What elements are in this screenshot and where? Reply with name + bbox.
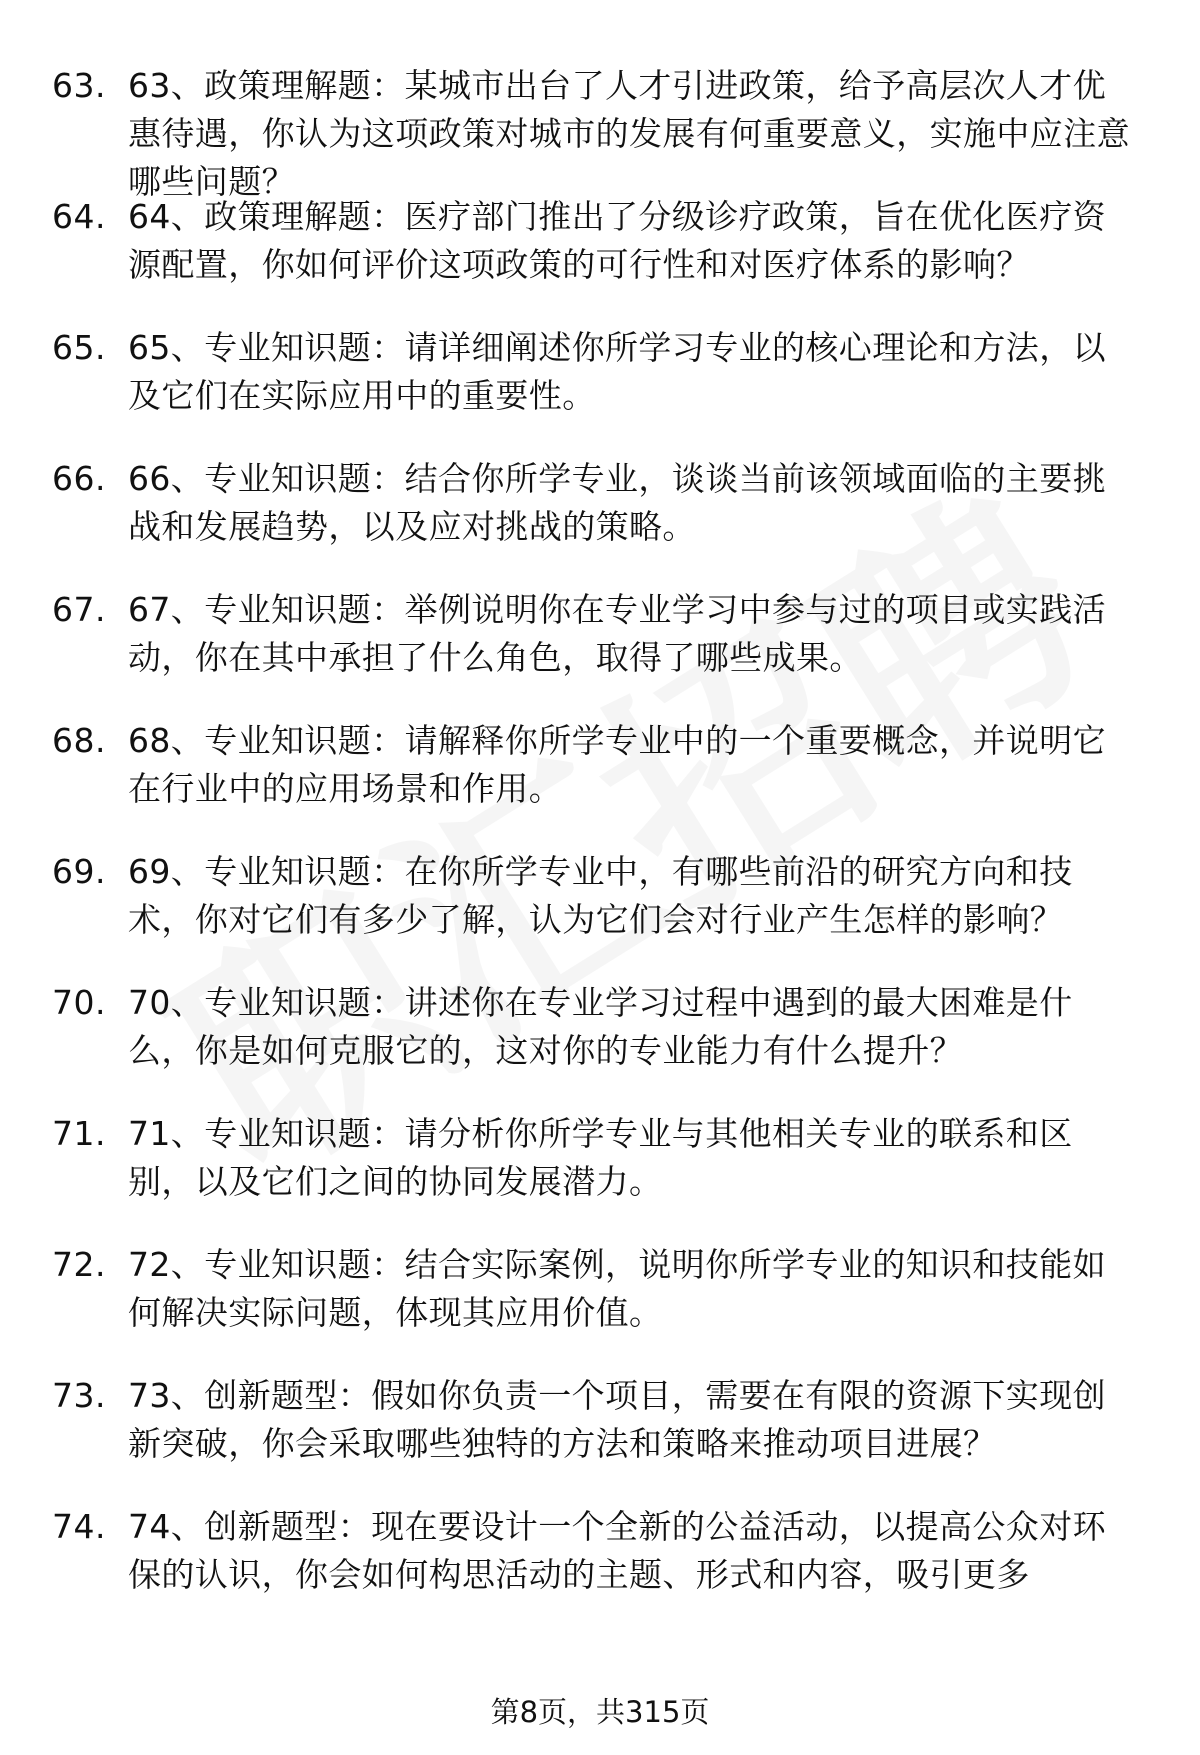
item-number: 64.	[52, 197, 106, 236]
list-item	[0, 1110, 1200, 1241]
page-footer: 第8页，共315页	[490, 1695, 710, 1729]
list-item	[0, 717, 1200, 848]
item-text: 64、政策理解题：医疗部门推出了分级诊疗政策，旨在优化医疗资源配置，你如何评价这项政策的可行性和对医疗体系的影响？	[128, 197, 1106, 284]
item-text: 67、专业知识题：举例说明你在专业学习中参与过的项目或实践活动，你在其中承担了什么角色，取得了哪些成果。	[128, 590, 1106, 677]
list-item	[0, 1503, 1200, 1634]
item-text: 73、创新题型：假如你负责一个项目，需要在有限的资源下实现创新突破，你会采取哪些独特的方法和策略来推动项目进展？	[128, 1376, 1106, 1463]
item-number: 67.	[52, 590, 106, 629]
list-item	[0, 324, 1200, 455]
item-text: 70、专业知识题：讲述你在专业学习过程中遇到的最大困难是什么，你是如何克服它的，这对你的专业能力有什么提升？	[128, 983, 1073, 1070]
list-item	[0, 848, 1200, 979]
item-text: 66、专业知识题：结合你所学专业，谈谈当前该领域面临的主要挑战和发展趋势，以及应对挑战的策略。	[128, 459, 1106, 546]
item-number: 72.	[52, 1245, 106, 1284]
list-item	[0, 1241, 1200, 1372]
item-text: 69、专业知识题：在你所学专业中，有哪些前沿的研究方向和技术，你对它们有多少了解，认为它们会对行业产生怎样的影响？	[128, 852, 1073, 939]
list-item	[0, 1372, 1200, 1503]
item-number: 73.	[52, 1376, 106, 1415]
item-text: 74、创新题型：现在要设计一个全新的公益活动，以提高公众对环保的认识，你会如何构思活动的主题、形式和内容，吸引更多	[128, 1507, 1106, 1594]
item-number: 74.	[52, 1507, 106, 1546]
item-number: 65.	[52, 328, 106, 367]
item-text: 65、专业知识题：请详细阐述你所学习专业的核心理论和方法，以及它们在实际应用中的重要性。	[128, 328, 1106, 415]
item-number: 66.	[52, 459, 106, 498]
item-text: 72、专业知识题：结合实际案例，说明你所学专业的知识和技能如何解决实际问题，体现其应用价值。	[128, 1245, 1106, 1332]
question-list	[0, 62, 1200, 1634]
item-text: 68、专业知识题：请解释你所学专业中的一个重要概念，并说明它在行业中的应用场景和作用。	[128, 721, 1106, 808]
item-number: 68.	[52, 721, 106, 760]
item-number: 71.	[52, 1114, 106, 1153]
list-item	[0, 62, 1200, 201]
item-number: 63.	[52, 66, 106, 105]
item-number: 70.	[52, 983, 106, 1022]
list-item	[0, 586, 1200, 717]
list-item	[0, 455, 1200, 586]
item-number: 69.	[52, 852, 106, 891]
item-text: 71、专业知识题：请分析你所学专业与其他相关专业的联系和区别，以及它们之间的协同发展潜力。	[128, 1114, 1073, 1201]
list-item	[0, 979, 1200, 1110]
list-item	[0, 193, 1200, 324]
item-text: 63、政策理解题：某城市出台了人才引进政策，给予高层次人才优惠待遇，你认为这项政策对城市的发展有何重要意义，实施中应注意哪些问题？	[128, 66, 1130, 201]
